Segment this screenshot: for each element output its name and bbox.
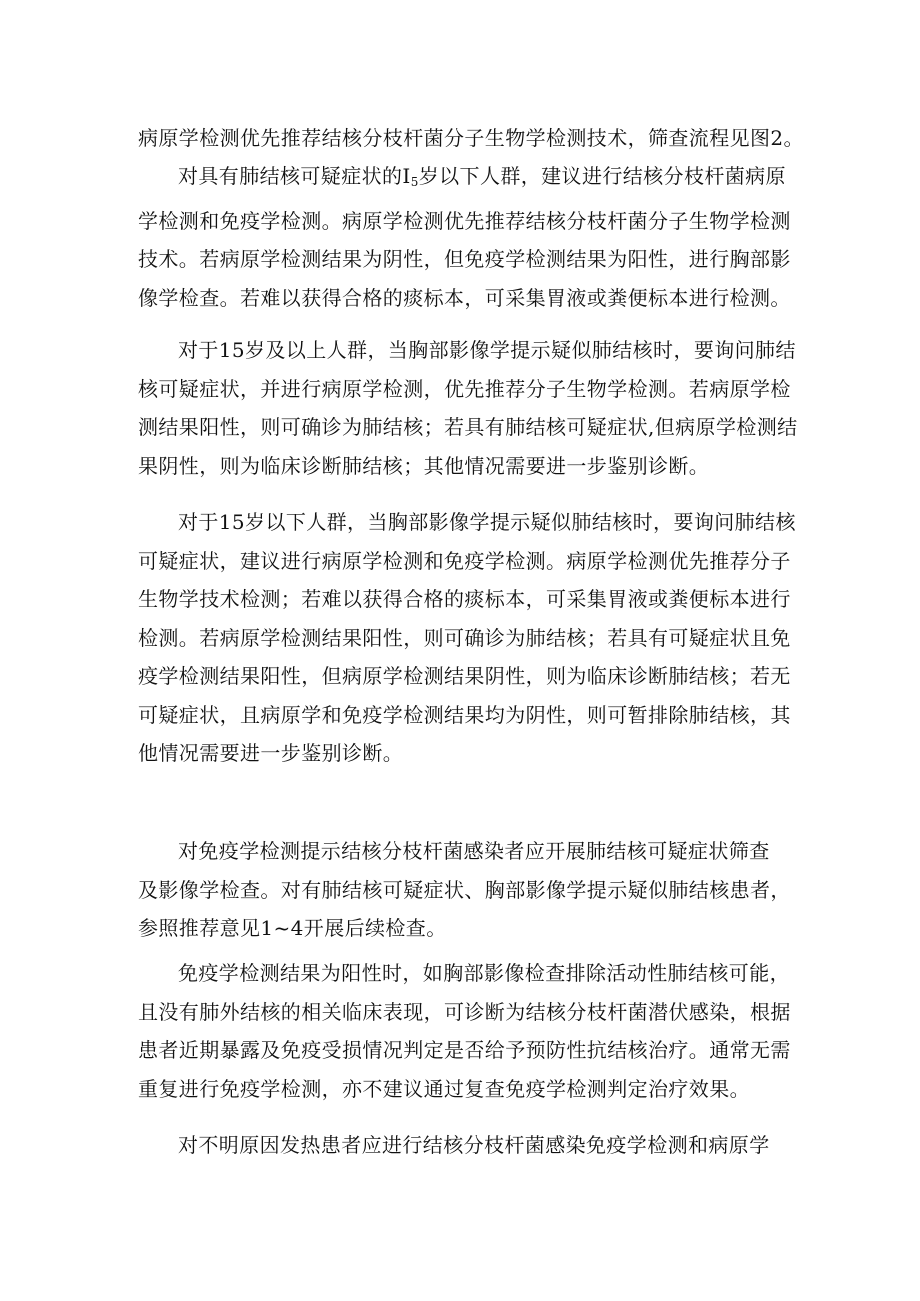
text-line: 测结果阳性，则可确诊为肺结核；若具有肺结核可疑症状,但病原学检测结 (138, 415, 798, 439)
text-line: 重复进行免疫学检测，亦不建议通过复查免疫学检测判定治疗效果。 (138, 1076, 750, 1101)
subscript: 5 (410, 175, 419, 189)
text-line: 免疫学检测结果为阳性时，如胸部影像检查排除活动性肺结核可能， (178, 961, 790, 985)
text-line: 疫学检测结果阳性，但病原学检测结果阴性，则为临床诊断肺结核；若无 (138, 664, 791, 688)
paragraph-under-15 (138, 503, 796, 773)
text-line: 对于15岁及以上人群，当胸部影像学提示疑似肺结核时，要询问肺结 (178, 338, 796, 362)
text-line: 技术。若病原学检测结果为阴性，但免疫学检测结果为阳性，进行胸部影 (138, 247, 791, 271)
text-line: 对不明原因发热患者应进行结核分枝杆菌感染免疫学检测和病原学 (178, 1133, 770, 1157)
text-line: 病原学检测优先推荐结核分枝杆菌分子生物学检测技术，筛查流程见图2。 (138, 126, 804, 150)
text-line: 参照推荐意见1~4开展后续检查。 (138, 916, 447, 940)
paragraph-15-and-over (138, 331, 798, 485)
text-line: 对免疫学检测提示结核分枝杆菌感染者应开展肺结核可疑症状筛查 (178, 839, 770, 863)
text-line: 生物学技术检测；若难以获得合格的痰标本，可采集胃液或粪便标本进行 (138, 587, 791, 611)
text-line: 可疑症状，且病原学和免疫学检测结果均为阴性，则可暂排除肺结核，其 (138, 702, 791, 727)
text-line: 对于15岁以下人群，当胸部影像学提示疑似肺结核时，要询问肺结核 (178, 510, 796, 534)
text-line: 可疑症状，建议进行病原学检测和免疫学检测。病原学检测优先推荐分子 (138, 548, 791, 573)
text-line: 及影像学检查。对有肺结核可疑症状、胸部影像学提示疑似肺结核患者， (138, 877, 791, 902)
paragraph-unexplained-fever (138, 1126, 788, 1165)
text-line: 检测。若病原学检测结果阳性，则可确诊为肺结核；若具有可疑症状且免 (138, 625, 791, 650)
text-line: 果阴性，则为临床诊断肺结核；其他情况需要进一步鉴别诊断。 (138, 453, 710, 478)
text-line: 患者近期暴露及免疫受损情况判定是否给予预防性抗结核治疗。通常无需 (138, 1038, 791, 1062)
text-line: 核可疑症状，并进行病原学检测，优先推荐分子生物学检测。若病原学检 (138, 376, 791, 401)
text-line: 他情况需要进一步鉴别诊断。 (138, 741, 404, 765)
text-line: 且没有肺外结核的相关临床表现，可诊断为结核分枝杆菌潜伏感染，根据 (138, 999, 791, 1024)
paragraph-under-15-screening (138, 157, 791, 317)
text-line: 像学检查。若难以获得合格的痰标本，可采集胃液或粪便标本进行检测。 (138, 285, 791, 310)
text-line: 对具有肺结核可疑症状的$I_5$岁以下人群，建议进行结核分枝杆菌病原 (178, 164, 786, 189)
paragraph-latent-infection (138, 954, 791, 1108)
text-line: 学检测和免疫学检测。病原学检测优先推荐结核分枝杆菌分子生物学检测 (138, 208, 791, 233)
paragraph-continuation (138, 119, 804, 158)
paragraph-immunology-positive-screening (138, 832, 791, 948)
